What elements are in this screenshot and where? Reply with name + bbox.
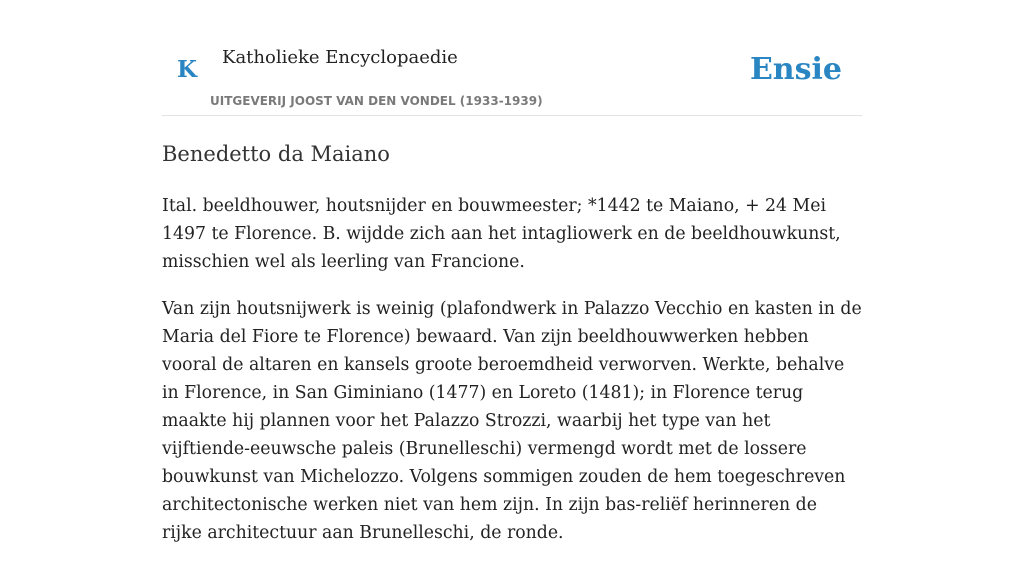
header-divider [162, 115, 862, 116]
entry-paragraph-2: Van zijn houtsnijwerk is weinig (plafondwerk in Palazzo Vecchio en kasten in de Maria del Fiore te Florence) bewaard. Van zijn beeldhouwwerken hebben vooral de altaren en kansels groote beroemdheid verworven. Werkte, behalve in Florence, in San Giminiano (1477) en Loreto (1481); in Florence terug maakte hij plannen voor het Palazzo Strozzi, waarbij het type van het vijftiende-eeuwsche paleis (Brunelleschi) vermengd wordt met de lossere bouwkunst van Michelozzo. Volgens sommigen zouden de hem toegeschreven architectonische werken niet van hem zijn. In zijn bas-reliëf herinneren de rijke architectuur aan Brunelleschi, de ronde. [162, 299, 862, 543]
publisher-subtitle: UITGEVERIJ JOOST VAN DEN VONDEL (1933-1939) [210, 94, 543, 108]
entry-paragraph-1: Ital. beeldhouwer, houtsnijder en bouwmeester; *1442 te Maiano, + 24 Mei 1497 te Florence. B. wijdde zich aan het intagliowerk en de beeldhouwkunst, misschien wel als leerling van Francione. [162, 196, 841, 272]
document-page [162, 0, 862, 543]
publication-title[interactable]: Katholieke Encyclopaedie [222, 47, 458, 68]
entry-content [162, 192, 862, 566]
publication-logo[interactable]: K [177, 56, 197, 83]
entry-title: Benedetto da Maiano [162, 142, 390, 166]
ensie-logo[interactable]: Ensie [749, 52, 842, 87]
